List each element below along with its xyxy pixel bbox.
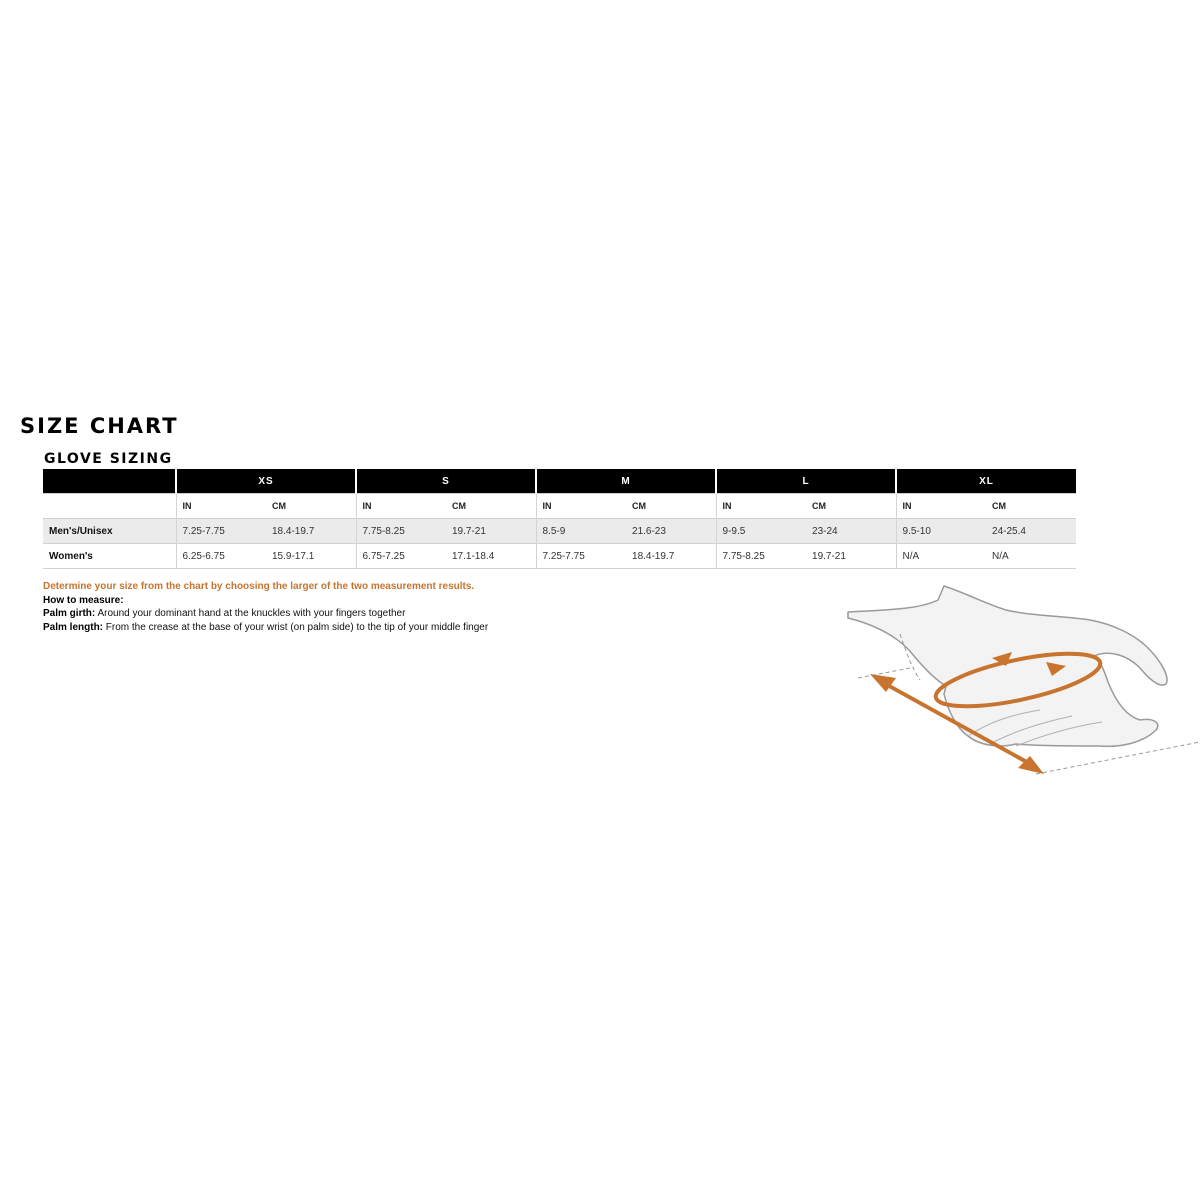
table-cell: 7.75-8.25 [356,519,446,544]
table-cell: 21.6-23 [626,519,716,544]
header-blank [43,469,176,494]
table-cell: 24-25.4 [986,519,1076,544]
table-cell: 17.1-18.4 [446,544,536,569]
size-header-xl: XL [896,469,1076,494]
size-header-l: L [716,469,896,494]
unit-in: IN [176,494,266,519]
size-header-m: M [536,469,716,494]
unit-cm: CM [986,494,1076,519]
unit-cm: CM [266,494,356,519]
unit-blank [43,494,176,519]
table-cell: 15.9-17.1 [266,544,356,569]
table-cell: 7.75-8.25 [716,544,806,569]
size-header-xs: XS [176,469,356,494]
how-to-heading: How to measure: [43,594,124,606]
unit-in: IN [356,494,446,519]
table-cell: 7.25-7.75 [176,519,266,544]
table-row [43,519,1076,544]
unit-cm: CM [446,494,536,519]
section-title: GLOVE SIZING [44,451,173,467]
table-cell: 19.7-21 [806,544,896,569]
table-cell: 8.5-9 [536,519,626,544]
size-header-row [43,469,1076,494]
sizing-instruction: Determine your size from the chart by choosing the larger of the two measurement results. [43,581,475,592]
table-cell: N/A [896,544,986,569]
table-cell: 6.75-7.25 [356,544,446,569]
palm-girth-note [43,607,823,621]
size-header-s: S [356,469,536,494]
size-table [43,469,1076,569]
table-cell: 18.4-19.7 [626,544,716,569]
table-cell: 18.4-19.7 [266,519,356,544]
hand-illustration-icon [840,570,1200,790]
palm-length-note [43,621,823,635]
page-title: SIZE CHART [20,414,179,438]
row-label: Women's [43,544,176,569]
unit-row [43,494,1076,519]
table-cell: 7.25-7.75 [536,544,626,569]
unit-in: IN [536,494,626,519]
table-cell: 23-24 [806,519,896,544]
unit-in: IN [716,494,806,519]
row-label: Men's/Unisex [43,519,176,544]
measurement-notes [43,580,823,634]
palm-length-label: Palm length: [43,621,104,633]
hand-measurement-illustration [840,570,1200,790]
table-cell: 6.25-6.75 [176,544,266,569]
unit-cm: CM [806,494,896,519]
palm-girth-label: Palm girth: [43,608,96,619]
unit-cm: CM [626,494,716,519]
table-row [43,544,1076,569]
palm-girth-text: Around your dominant hand at the knuckles with your fingers together [95,608,406,619]
table-cell: 9.5-10 [896,519,986,544]
palm-length-text: From the crease at the base of your wrist (on palm side) to the tip of your middle finger [103,621,489,633]
table-cell: 9-9.5 [716,519,806,544]
unit-in: IN [896,494,986,519]
table-cell: N/A [986,544,1076,569]
table-cell: 19.7-21 [446,519,536,544]
